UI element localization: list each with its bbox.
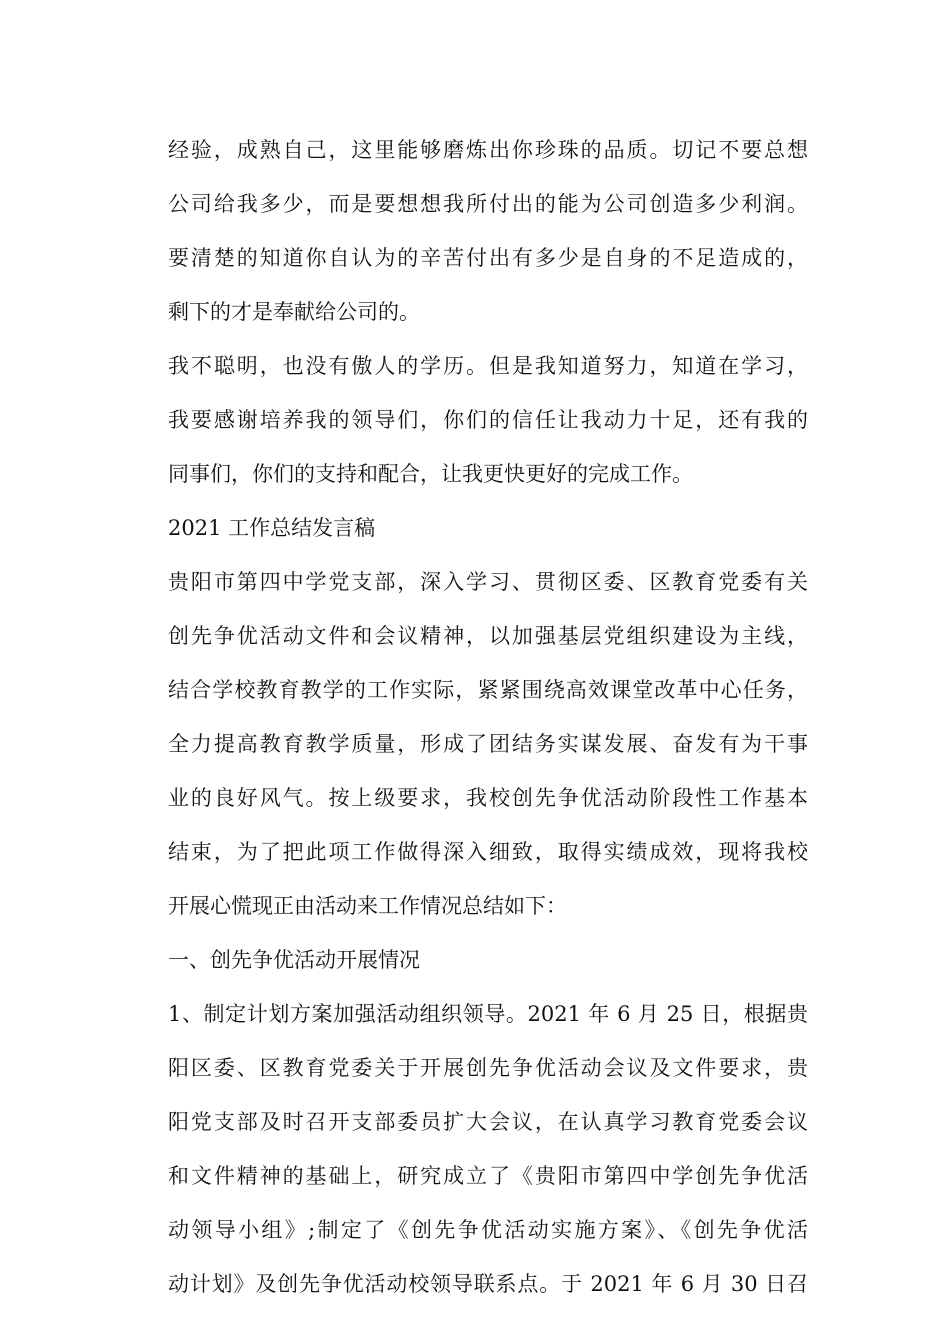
text-line: 业的良好风气。按上级要求，我校创先争优活动阶段性工作基本 <box>168 786 808 810</box>
text-line: 贵阳市第四中学党支部，深入学习、贯彻区委、区教育党委有关 <box>168 570 808 594</box>
text-line: 阳区委、区教育党委关于开展创先争优活动会议及文件要求，贵 <box>168 1056 808 1080</box>
text-line: 公司给我多少，而是要想想我所付出的能为公司创造多少利润。 <box>168 192 808 216</box>
text-line: 全力提高教育教学质量，形成了团结务实谋发展、奋发有为干事 <box>168 732 808 756</box>
section-heading: 一、创先争优活动开展情况 <box>168 948 420 972</box>
section-title: 2021 工作总结发言稿 <box>168 516 376 540</box>
text-line: 同事们，你们的支持和配合，让我更快更好的完成工作。 <box>168 462 693 486</box>
text-line: 动计划》及创先争优活动校领导联系点。于 2021 年 6 月 30 日召 <box>168 1272 808 1296</box>
text-line: 结束，为了把此项工作做得深入细致，取得实绩成效，现将我校 <box>168 840 808 864</box>
text-line: 开展心慌现正由活动来工作情况总结如下： <box>168 894 567 918</box>
text-line: 阳党支部及时召开支部委员扩大会议，在认真学习教育党委会议 <box>168 1110 808 1134</box>
document-body <box>168 128 808 1316</box>
text-line: 结合学校教育教学的工作实际，紧紧围绕高效课堂改革中心任务， <box>168 678 808 702</box>
text-line: 创先争优活动文件和会议精神，以加强基层党组织建设为主线， <box>168 624 808 648</box>
text-line: 我要感谢培养我的领导们，你们的信任让我动力十足，还有我的 <box>168 408 808 432</box>
text-line: 要清楚的知道你自认为的辛苦付出有多少是自身的不足造成的， <box>168 246 808 270</box>
text-line: 我不聪明，也没有傲人的学历。但是我知道努力，知道在学习， <box>168 354 808 378</box>
text-line: 动领导小组》;制定了《创先争优活动实施方案》、《创先争优活 <box>168 1218 808 1242</box>
text-line: 剩下的才是奉献给公司的。 <box>168 300 420 324</box>
text-line: 经验，成熟自己，这里能够磨炼出你珍珠的品质。切记不要总想 <box>168 138 808 162</box>
text-line: 和文件精神的基础上，研究成立了《贵阳市第四中学创先争优活 <box>168 1164 808 1188</box>
text-line: 1、制定计划方案加强活动组织领导。2021 年 6 月 25 日，根据贵 <box>168 1002 808 1026</box>
